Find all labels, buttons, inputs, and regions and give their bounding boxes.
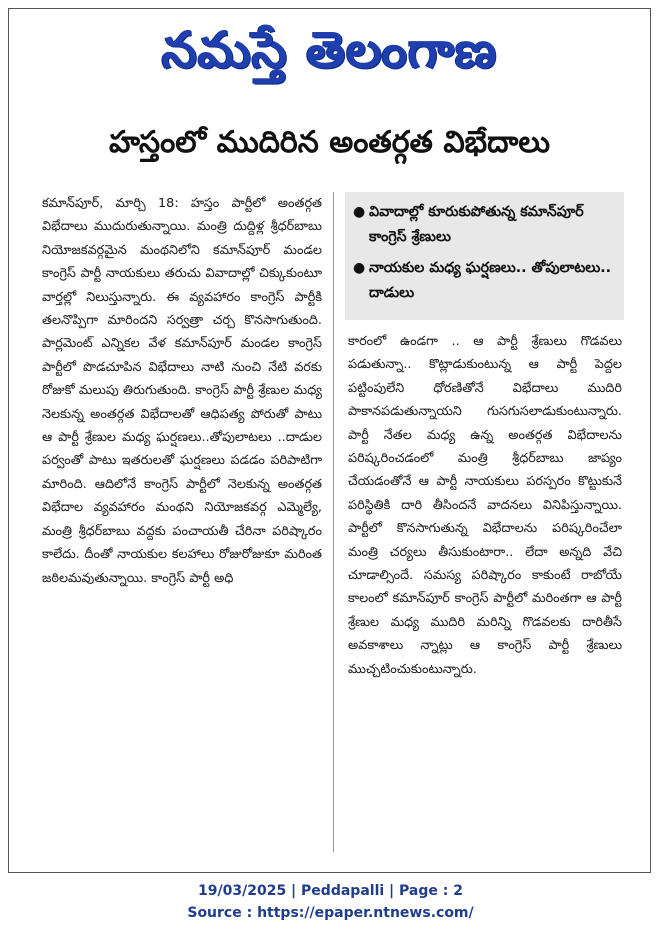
- column-divider: [333, 192, 334, 852]
- masthead-logo: నమస్తే తెలంగాణ: [161, 21, 498, 79]
- highlight-item: [353, 200, 616, 250]
- article-column-right: కారంలో ఉండగా .. ఆ పార్టీ శ్రేణులు గొడవలు పడుతున్నా.. కొట్లాడుకుంటున్న ఆ పార్టీ పెద్దల పట్టింపులేని ధోరణితోనే విభేదాలు ముదిరి పాకానపడుతున్నాయని గుసగుసలాడుకుంటున్నారు. పార్టీ నేతల మధ్య ఉన్న అంతర్గత విభేదాలను పరిష్కరించడంలో మంత్రి శ్రీధర్‌బాబు జాప్యం చేయడంతోనే ఆ పార్టీ నాయకులు పరస్పరం కొట్టుకునే పరిస్థితికి దారి తీసిందనే వాదనలు వినిపిస్తున్నాయి. పార్టీలో కొనసాగుతున్న విభేదాలను పరిష్కరించేలా మంత్రి చర్యలు తీసుకుంటారా.. లేదా అన్నది వేచి చూడాల్సిందే. సమస్య పరిష్కారం కాకుంటే రాబోయే కాలంలో కమాన్‌పూర్ కాంగ్రెస్ పార్టీలో మరింతగా ఆ పార్టీ శ్రేణుల మధ్య ముదిరి మరిన్ని గొడవలకు దారితీసే అవకాశాలు న్నాట్లు ఆ కాంగ్రెస్ పార్టీ శ్రేణులు ముచ్చటించుకుంటున్నారు.: [348, 334, 622, 677]
- highlight-item: [353, 256, 616, 306]
- article-headline: హస్తంలో ముదిరిన అంతర్గత విభేదాలు: [108, 125, 551, 160]
- bullet-dot-icon: ●: [353, 204, 366, 220]
- bullet-dot-icon: ●: [353, 260, 366, 276]
- highlight-text: నాయకుల మధ్య ఘర్షణలు.. తోపులాటలు.. దాడులు: [369, 260, 612, 301]
- footer-source-link[interactable]: Source : https://epaper.ntnews.com/: [187, 905, 474, 921]
- article-column-left: కమాన్‌పూర్, మార్చి 18: హస్తం పార్టీలో అంతర్గత విభేదాలు ముదురుతున్నాయి. మంత్రి దుద్దిళ్ల శ్రీధర్‌బాబు నియోజకవర్గమైన మంథనిలోని కమాన్‌పూర్ మండల కాంగ్రెస్ పార్టీ నాయకులు తరుచు వివాదాల్లో చిక్కుకుంటూ వార్తల్లో నిలుస్తున్నారు. ఈ వ్యవహారం కాంగ్రెస్ పార్టీకి తలనొప్పిగా మారిందని సర్వత్రా చర్చ కొనసాగుతుంది. పార్లమెంట్ ఎన్నికల వేళ కమాన్‌పూర్ మండల కాంగ్రెస్ పార్టీలో పొడచూపిన విభేదాలు నాటి నుంచి నేటి వరకు రోజుకో మలుపు తిరుగుతుంది. కాంగ్రెస్ పార్టీ శ్రేణుల మధ్య నెలకున్న అంతర్గత విభేదాలతో ఆధిపత్య పోరుతో పాటు ఆ పార్టీ శ్రేణుల మధ్య ఘర్షణలు..తోపులాటలు ..దాడుల పర్వంతో పాటు ఇతరులతో ఘర్షణలు పడడం పరిపాటిగా మారింది. ఆదిలోనే కాంగ్రెస్ పార్టీలో నెలకున్న అంతర్గత విభేదాల వ్యవహారం మంథని నియోజకవర్గ ఎమ్మెల్యే, మంత్రి శ్రీధర్‌బాబు వద్దకు పంచాయతీ చేరినా పరిష్కారం కాలేదు. దీంతో నాయకుల కలహాలు రోజురోజుకూ మరింత జఠిలమవుతున్నాయి. కాంగ్రెస్ పార్టీ అధి: [42, 196, 322, 586]
- footer-date-line: 19/03/2025 | Peddapalli | Page : 2: [198, 883, 463, 899]
- highlight-box: [345, 192, 624, 320]
- highlight-text: వివాదాల్లో కూరుకుపోతున్న కమాన్‌పూర్ కాంగ్రెస్ శ్రేణులు: [369, 204, 584, 245]
